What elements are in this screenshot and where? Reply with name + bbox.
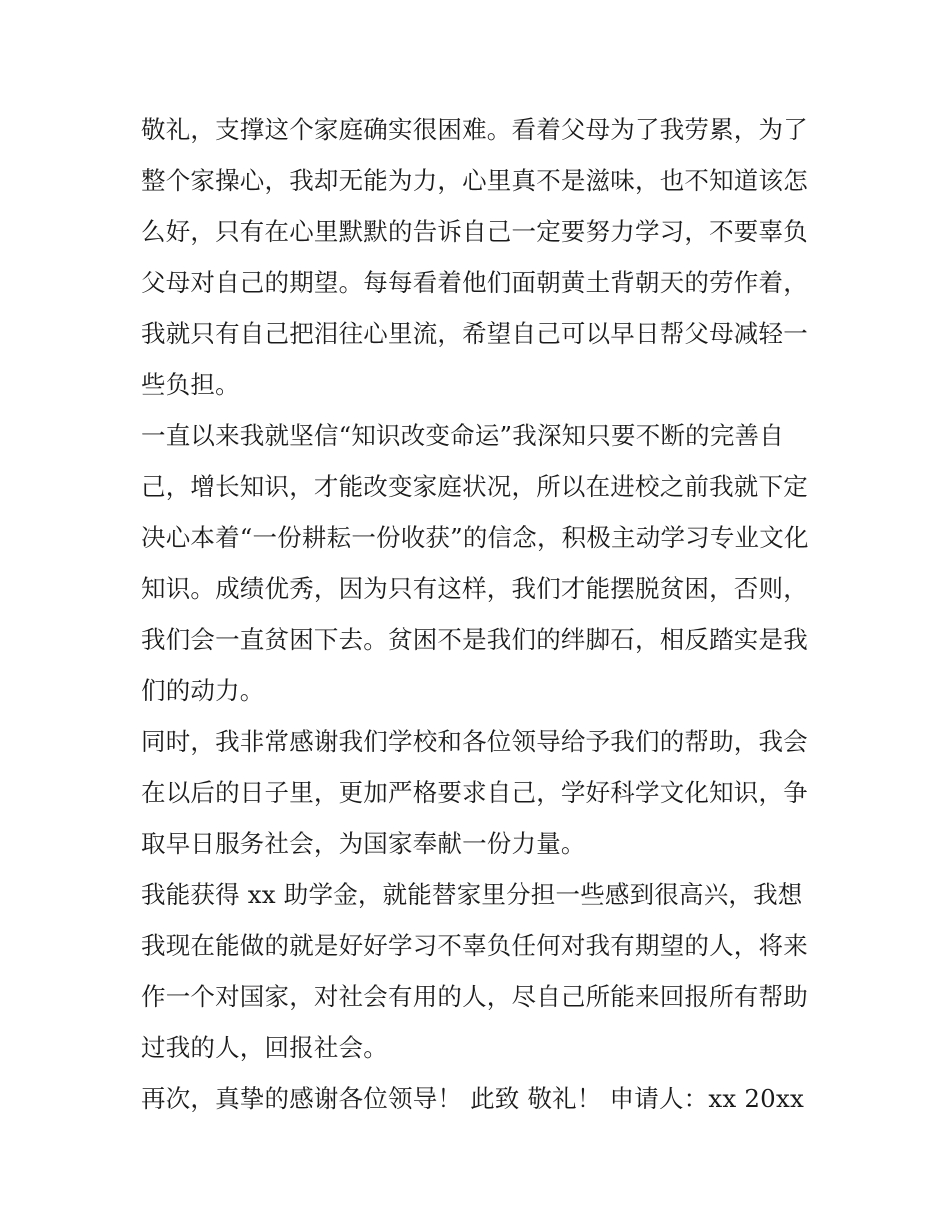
text-line: 取早日服务社会，为国家奉献一份力量。 (141, 829, 586, 858)
text-line: 己，增长知识，才能改变家庭状况，所以在进校之前我就下定 (141, 472, 808, 501)
text-line: 整个家操心，我却无能为力，心里真不是滋味，也不知道该怎 (141, 166, 808, 195)
text-line: 在以后的日子里，更加严格要求自己，学好科学文化知识，争 (141, 778, 808, 807)
text-line: 敬礼，支撑这个家庭确实很困难。看着父母为了我劳累，为了 (141, 115, 808, 144)
text-line: 我能获得 xx 助学金，就能替家里分担一些感到很高兴，我想 (141, 880, 803, 909)
text-line: 过我的人，回报社会。 (141, 1033, 388, 1062)
text-line: 作一个对国家，对社会有用的人，尽自己所能来回报所有帮助 (141, 982, 808, 1011)
paragraph-gratitude-school (141, 716, 821, 869)
letter-body (141, 104, 821, 1124)
text-line: 知识。成绩优秀，因为只有这样，我们才能摆脱贫困，否则， (141, 574, 808, 603)
paragraph-knowledge-changes-fate (141, 410, 821, 716)
text-line: 父母对自己的期望。每每看着他们面朝黄土背朝天的劳作着， (141, 268, 808, 297)
text-line: 一直以来我就坚信“知识改变命运”我深知只要不断的完善自 (141, 421, 784, 450)
paragraph-scholarship (141, 869, 821, 1073)
text-line: 决心本着“一份耕耘一份收获”的信念，积极主动学习专业文化 (141, 523, 809, 552)
paragraph-closing-signature (141, 1073, 821, 1124)
paragraph-family-hardship (141, 104, 821, 410)
text-line: 么好，只有在心里默默的告诉自己一定要努力学习，不要辜负 (141, 217, 808, 246)
text-line: 些负担。 (141, 370, 240, 399)
text-line: 我就只有自己把泪往心里流，希望自己可以早日帮父母减轻一 (141, 319, 808, 348)
text-line: 我们会一直贫困下去。贫困不是我们的绊脚石，相反踏实是我 (141, 625, 808, 654)
text-line: 们的动力。 (141, 676, 265, 705)
text-line: 同时，我非常感谢我们学校和各位领导给予我们的帮助，我会 (141, 727, 808, 756)
text-line: 再次，真挚的感谢各位领导！ 此致 敬礼！ 申请人：xx 20xx (141, 1084, 804, 1113)
text-line: 我现在能做的就是好好学习不辜负任何对我有期望的人，将来 (141, 931, 808, 960)
